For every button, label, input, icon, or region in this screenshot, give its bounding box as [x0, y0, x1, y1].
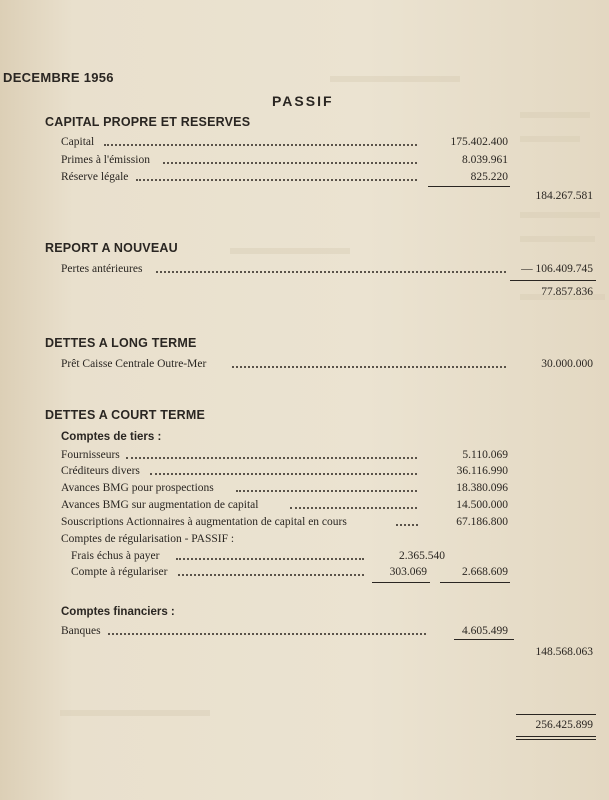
row-amount-reserve: 825.220 — [470, 171, 508, 183]
row-label-banques: Banques — [61, 625, 101, 637]
total-rule — [516, 714, 596, 715]
leader-dots — [136, 176, 417, 181]
subtotal-rule — [510, 280, 596, 281]
leader-dots — [396, 521, 418, 526]
row-amount-capital: 175.402.400 — [450, 136, 508, 148]
leader-dots — [176, 555, 364, 560]
leader-dots — [163, 159, 417, 164]
row-label-primes: Primes à l'émission — [61, 154, 150, 166]
row-amount-primes: 8.039.961 — [462, 154, 508, 166]
row-label-fournisseurs: Fournisseurs — [61, 449, 120, 461]
row-amount-banques: 4.605.499 — [462, 625, 508, 637]
subtotal-rule — [428, 186, 510, 187]
grand-total-double-rule — [516, 736, 596, 740]
report-date: DECEMBRE 1956 — [3, 70, 114, 85]
row-label-crediteurs: Créditeurs divers — [61, 465, 140, 477]
leader-dots — [150, 470, 417, 475]
leader-dots — [178, 571, 364, 576]
row-label-compte: Compte à régulariser — [71, 566, 168, 578]
regularisation-total: 2.668.609 — [462, 566, 508, 578]
leader-dots — [104, 141, 417, 146]
row-label-capital: Capital — [61, 136, 95, 148]
row-label-frais: Frais échus à payer — [71, 550, 160, 562]
row-amount-fournisseurs: 5.110.069 — [462, 449, 508, 461]
row-label-avances-capital: Avances BMG sur augmentation de capital — [61, 499, 259, 511]
side-heading: PASSIF — [272, 93, 334, 109]
leader-dots — [156, 268, 506, 273]
section-title-long-term: DETTES A LONG TERME — [45, 336, 197, 350]
row-amount-avances-capital: 14.500.000 — [456, 499, 508, 511]
short-term-total: 148.568.063 — [535, 646, 593, 658]
leader-dots — [290, 504, 417, 509]
row-amount-avances-prospections: 18.380.096 — [456, 482, 508, 494]
row-label-pret: Prêt Caisse Centrale Outre-Mer — [61, 358, 207, 370]
section-title-report: REPORT A NOUVEAU — [45, 241, 178, 255]
grand-total: 256.425.899 — [535, 719, 593, 731]
row-label-reserve: Réserve légale — [61, 171, 129, 183]
section-title-capital: CAPITAL PROPRE ET RESERVES — [45, 115, 251, 129]
section-title-short-term: DETTES A COURT TERME — [45, 408, 206, 422]
subtotal-rule — [372, 582, 430, 583]
subtotal-rule — [454, 639, 514, 640]
subsection-title-financiers: Comptes financiers : — [61, 606, 175, 618]
row-amount-frais: 2.365.540 — [399, 550, 445, 562]
row-amount-souscriptions: 67.186.800 — [456, 516, 508, 528]
row-label-souscriptions: Souscriptions Actionnaires à augmentation de capital en cours — [61, 516, 347, 528]
capital-total: 184.267.581 — [535, 190, 593, 202]
row-amount-pret: 30.000.000 — [541, 358, 593, 370]
leader-dots — [108, 630, 426, 635]
leader-dots — [232, 363, 506, 368]
leader-dots — [126, 454, 417, 459]
row-label-pertes: Pertes antérieures — [61, 263, 143, 275]
subtotal-rule — [440, 582, 510, 583]
report-total: 77.857.836 — [541, 286, 593, 298]
row-amount-compte: 303.069 — [389, 566, 427, 578]
subsection-title-regularisation: Comptes de régularisation - PASSIF : — [61, 533, 235, 545]
leader-dots — [236, 487, 417, 492]
row-amount-crediteurs: 36.116.990 — [456, 465, 508, 477]
row-label-avances-prospections: Avances BMG pour prospections — [61, 482, 214, 494]
row-amount-pertes: — 106.409.745 — [521, 263, 593, 275]
subsection-title-tiers: Comptes de tiers : — [61, 431, 162, 443]
